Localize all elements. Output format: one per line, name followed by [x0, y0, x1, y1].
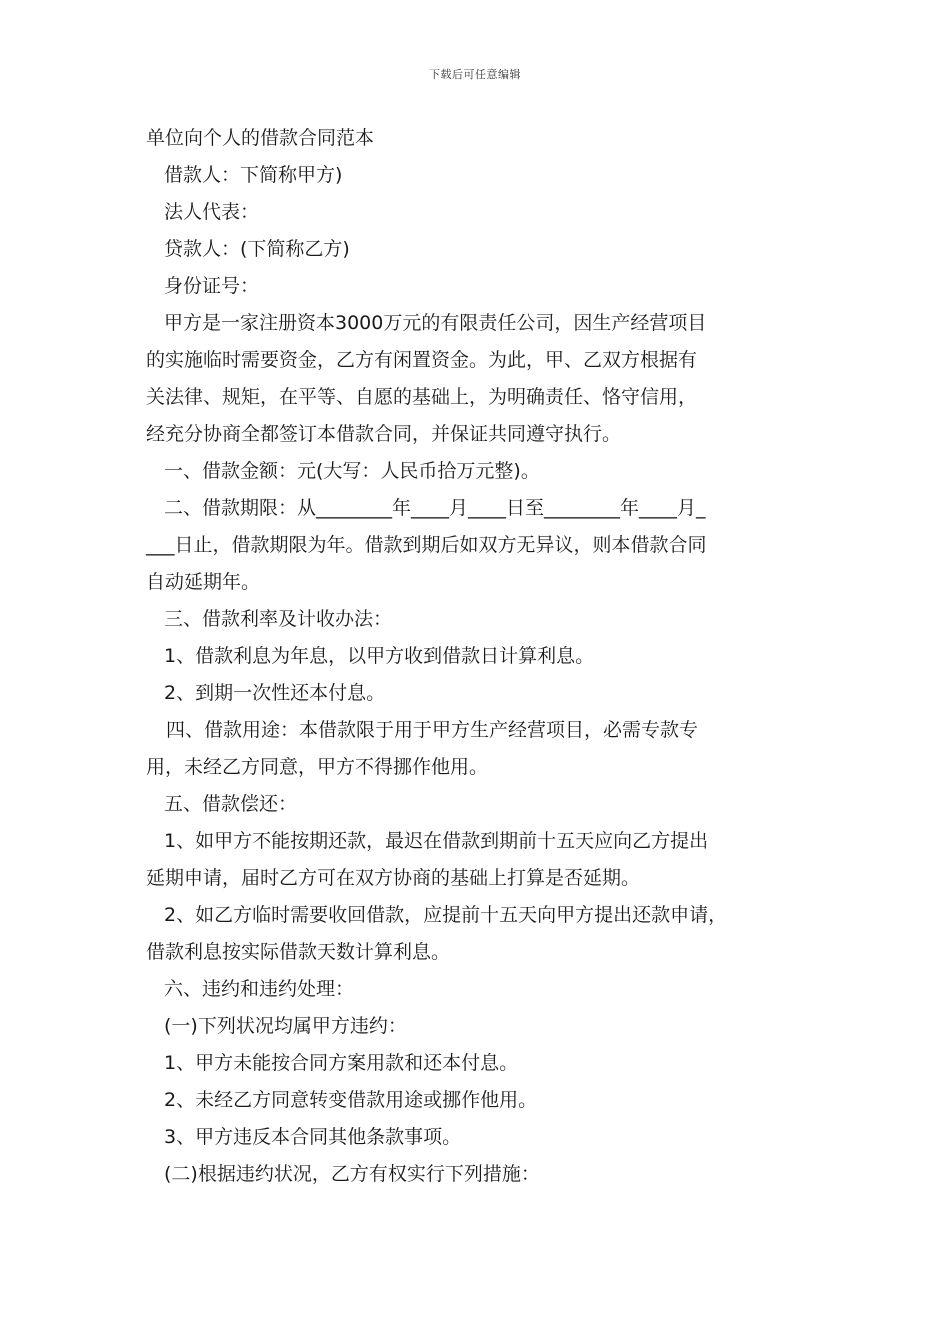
- list-item: 1、甲方未能按合同方案用款和还本付息。: [164, 1052, 519, 1074]
- paragraph-line: ___日止，借款期限为年。借款到期后如双方无异议，则本借款合同: [146, 534, 707, 556]
- subsection-heading: (一)下列状况均属甲方违约：: [164, 1015, 407, 1037]
- section-heading: 二、借款期限：从________年____月____日至________年____月_: [164, 497, 706, 519]
- paragraph-line: 延期申请，届时乙方可在双方协商的基础上打算是否延期。: [146, 867, 641, 889]
- paragraph-line: 的实施临时需要资金，乙方有闲置资金。为此，甲、乙双方根据有: [146, 349, 698, 371]
- section-heading: 一、借款金额：元(大写：人民币拾万元整)。: [164, 460, 540, 482]
- list-item: 2、未经乙方同意转变借款用途或挪作他用。: [164, 1089, 538, 1111]
- section-heading: 五、借款偿还：: [164, 793, 298, 815]
- section-heading: 四、借款用途：本借款限于用于甲方生产经营项目，必需专款专: [166, 719, 699, 741]
- lender-line: 贷款人：(下简称乙方): [164, 238, 350, 260]
- list-item: 1、借款利息为年息，以甲方收到借款日计算利息。: [164, 645, 595, 667]
- list-item: 2、如乙方临时需要收回借款，应提前十五天向甲方提出还款申请，: [164, 904, 728, 926]
- id-number-line: 身份证号：: [164, 275, 260, 297]
- legal-rep-line: 法人代表：: [164, 201, 260, 223]
- paragraph-line: 自动延期年。: [146, 571, 261, 593]
- paragraph-line: 关法律、规矩，在平等、自愿的基础上，为明确责任、恪守信用，: [146, 386, 698, 408]
- subsection-heading: (二)根据违约状况，乙方有权实行下列措施：: [164, 1163, 540, 1185]
- borrower-line: 借款人：下简称甲方): [164, 164, 343, 186]
- paragraph-line: 借款利息按实际借款天数计算利息。: [146, 941, 451, 963]
- document-body: [146, 120, 816, 1193]
- page-header: 下载后可任意编辑: [429, 68, 521, 81]
- paragraph-line: 甲方是一家注册资本3000万元的有限责任公司，因生产经营项目: [164, 312, 707, 334]
- list-item: 3、甲方违反本合同其他条款事项。: [164, 1126, 462, 1148]
- section-heading: 六、违约和违约处理：: [164, 978, 355, 1000]
- list-item: 1、如甲方不能按期还款，最迟在借款到期前十五天应向乙方提出: [164, 830, 709, 852]
- section-heading: 三、借款利率及计收办法：: [164, 608, 393, 630]
- list-item: 2、到期一次性还本付息。: [164, 682, 386, 704]
- document-title: 单位向个人的借款合同范本: [146, 127, 375, 149]
- paragraph-line: 用，未经乙方同意，甲方不得挪作他用。: [146, 756, 489, 778]
- paragraph-line: 经充分协商全都签订本借款合同，并保证共同遵守执行。: [146, 423, 622, 445]
